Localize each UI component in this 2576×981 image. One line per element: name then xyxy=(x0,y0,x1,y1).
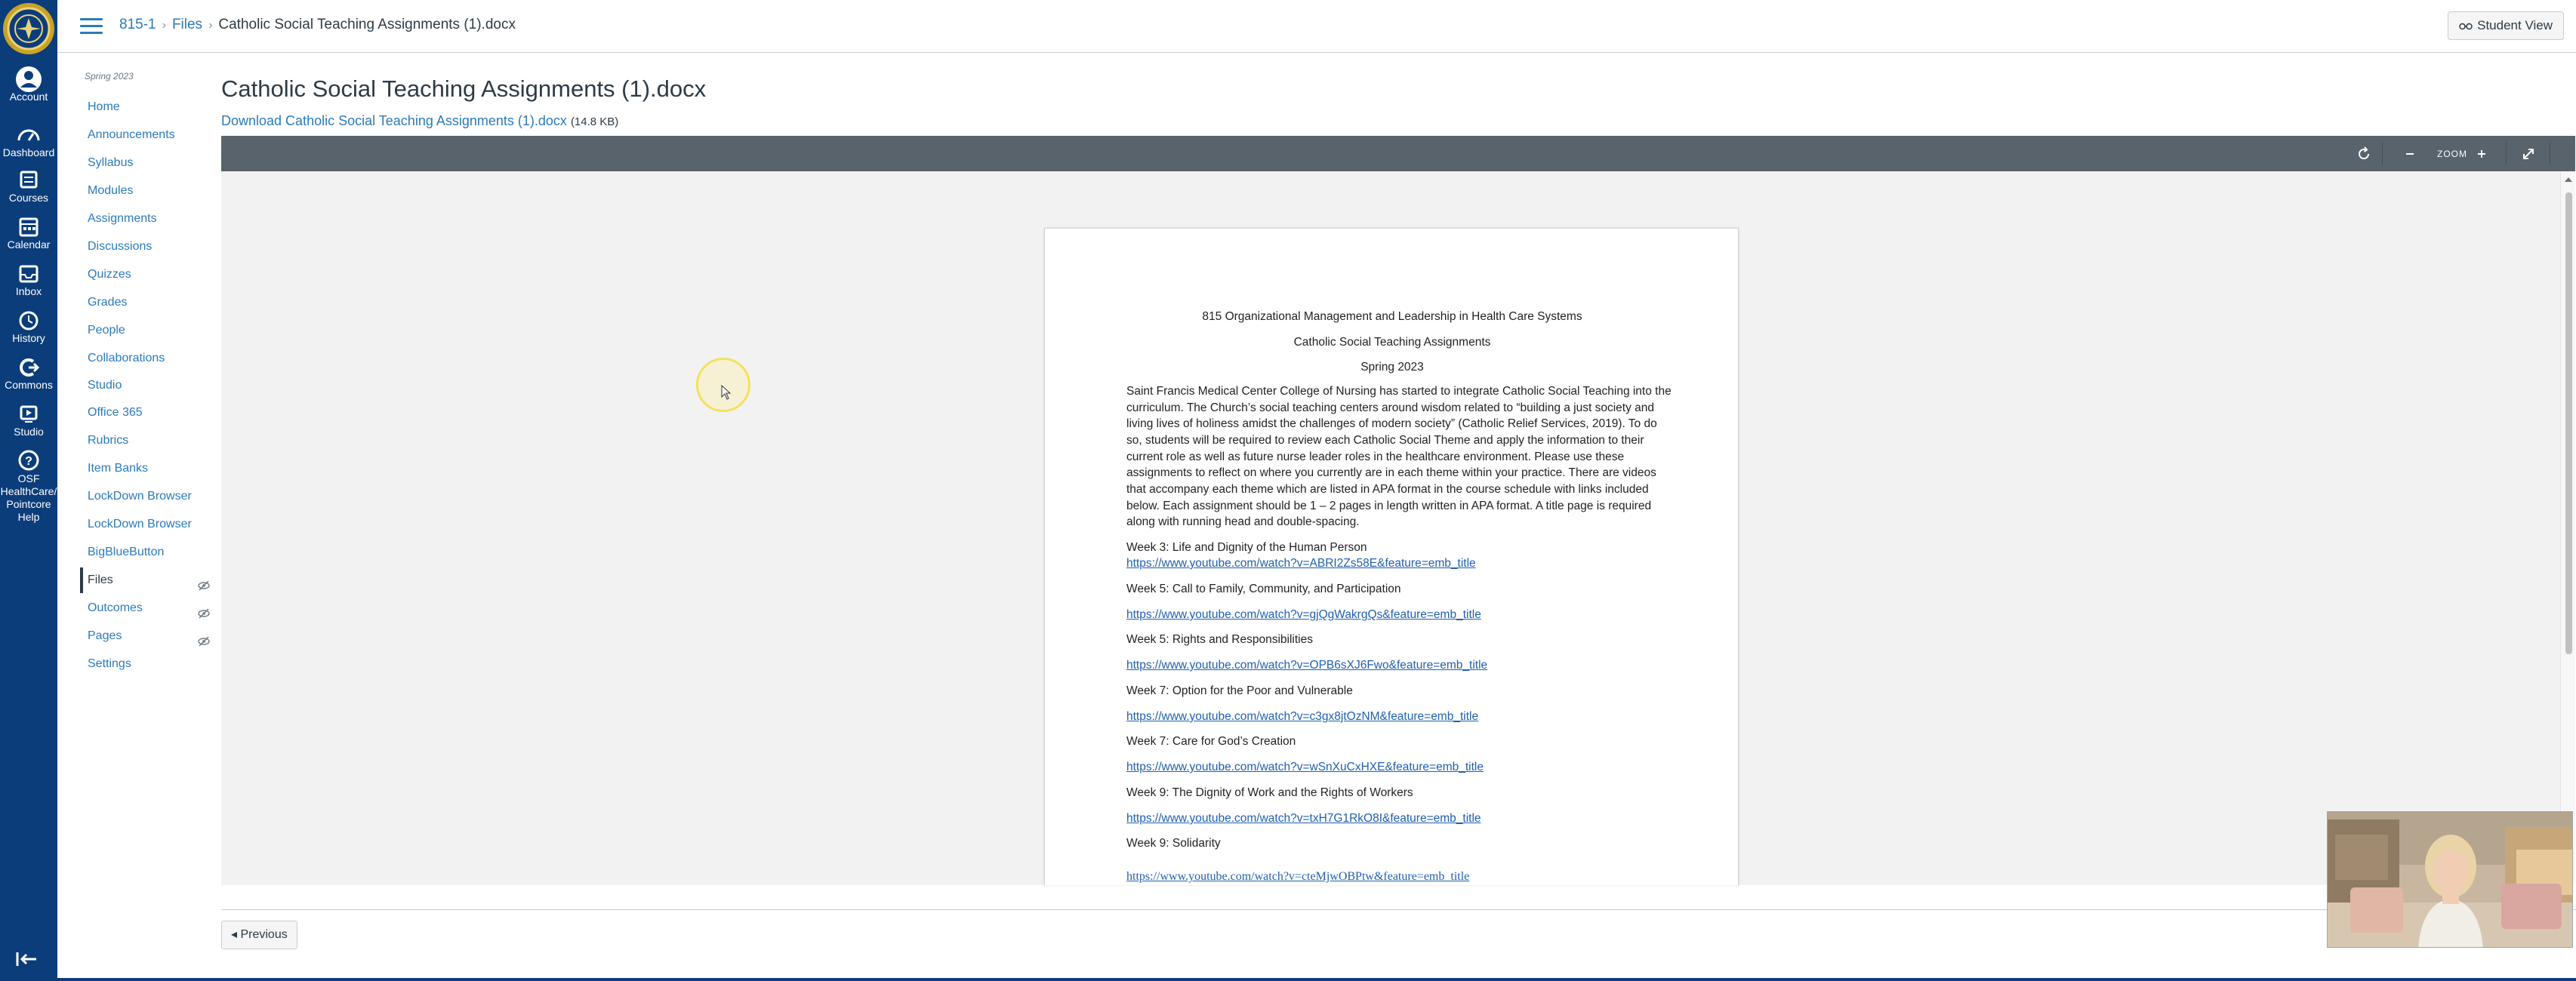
course-nav-label: Rubrics xyxy=(88,434,129,447)
commons-icon xyxy=(0,353,57,379)
course-term: Spring 2023 xyxy=(85,71,134,81)
student-view-label: Student View xyxy=(2477,18,2553,32)
collapse-nav-button[interactable] xyxy=(14,949,41,969)
previous-button[interactable]: ◂ Previous xyxy=(221,921,297,949)
plus-icon xyxy=(2473,145,2491,163)
course-nav-lockdown-browser[interactable] xyxy=(80,484,216,509)
paragraph-line: assignments to reflect on where you currently are in each theme within your practice. There are videos xyxy=(1126,466,1656,479)
breadcrumb-current: Catholic Social Teaching Assignments (1).docx xyxy=(218,17,516,32)
course-nav-label: Announcements xyxy=(88,128,175,141)
page-title: Catholic Social Teaching Assignments (1).docx xyxy=(221,75,707,102)
week-video-link[interactable]: https://www.youtube.com/watch?v=OPB6sXJ6Fwo&feature=emb_title xyxy=(1126,659,1488,672)
bottom-edge xyxy=(0,978,2576,981)
course-nav-label: BigBlueButton xyxy=(88,546,165,558)
rotate-icon xyxy=(2355,145,2373,163)
course-nav-settings[interactable] xyxy=(80,651,216,677)
global-nav-label: Inbox xyxy=(15,285,42,297)
course-nav-label: Assignments xyxy=(88,212,157,225)
course-nav-pages[interactable] xyxy=(80,623,216,649)
toolbar-divider xyxy=(2506,142,2507,165)
week-title: Week 7: Option for the Poor and Vulnerable xyxy=(1126,684,1353,697)
global-nav-history[interactable] xyxy=(0,306,57,352)
paragraph-line: curriculum. The Church’s social teaching centers around wisdom related to “building a just society and xyxy=(1126,401,1655,414)
courses-icon xyxy=(0,166,57,192)
course-nav-grades[interactable] xyxy=(80,290,216,315)
paragraph-line: so, students will be required to review each Catholic Social Theme and apply the information to their xyxy=(1126,434,1644,447)
course-nav-bigbluebutton[interactable] xyxy=(80,540,216,565)
viewer-scrollbar[interactable] xyxy=(2560,171,2575,885)
course-nav-discussions[interactable] xyxy=(80,234,216,260)
webcam-overlay xyxy=(2327,811,2573,948)
top-bar xyxy=(57,0,2576,53)
download-row xyxy=(221,113,618,129)
rotate-button[interactable] xyxy=(2355,145,2373,163)
eye-slash-icon xyxy=(198,603,210,614)
expand-icon xyxy=(2519,145,2537,163)
paragraph-line: along with running head and double-spacing. xyxy=(1126,515,1360,528)
document-viewer xyxy=(221,136,2575,885)
course-nav-studio[interactable] xyxy=(80,373,216,398)
document-heading: Catholic Social Teaching Assignments xyxy=(1293,336,1491,349)
eye-slash-icon xyxy=(198,575,210,586)
breadcrumb-separator: › xyxy=(208,19,213,32)
global-nav-label: Account xyxy=(9,91,48,103)
zoom-label: ZOOM xyxy=(2437,149,2467,159)
week-title: Week 9: Solidarity xyxy=(1126,837,1221,850)
viewer-toolbar xyxy=(221,136,2575,171)
breadcrumb xyxy=(119,15,516,35)
course-nav-announcements[interactable] xyxy=(80,122,216,148)
course-nav-label: People xyxy=(88,324,125,337)
week-title: Week 5: Call to Family, Community, and Participation xyxy=(1126,583,1401,595)
week-video-link[interactable]: https://www.youtube.com/watch?v=c3gx8jtOzNM&feature=emb_title xyxy=(1126,710,1479,723)
course-nav-assignments[interactable] xyxy=(80,206,216,232)
svg-text:?: ? xyxy=(25,455,32,468)
paragraph-line: Saint Francis Medical Center College of Nursing has started to integrate Catholic Social Teaching into the xyxy=(1126,385,1672,398)
paragraph-line: living lives of holiness amidst the challenges of modern society” (Catholic Relief Services, 2019). To do xyxy=(1126,417,1657,430)
global-nav-label: Studio xyxy=(14,426,44,438)
paragraph-line: below. Each assignment should be 1 – 2 pages in length written in APA format. A title page is required xyxy=(1126,500,1652,512)
breadcrumb-files-link[interactable]: Files xyxy=(171,17,203,32)
course-nav-label: LockDown Browser xyxy=(88,518,192,530)
course-nav-label: Home xyxy=(88,100,120,113)
inbox-icon xyxy=(0,260,57,285)
institution-logo[interactable] xyxy=(2,0,56,60)
week-title: Week 3: Life and Dignity of the Human Person xyxy=(1126,541,1367,554)
course-nav-quizzes[interactable] xyxy=(80,262,216,288)
toolbar-divider xyxy=(2382,142,2383,165)
studio-icon xyxy=(0,400,57,426)
global-nav-label: Courses xyxy=(8,192,49,204)
global-nav-label: History xyxy=(12,332,45,344)
course-nav-modules[interactable] xyxy=(80,178,216,204)
course-nav-label: Pages xyxy=(88,629,122,642)
course-nav-label: Files xyxy=(88,574,113,586)
week-video-link[interactable]: https://www.youtube.com/watch?v=wSnXuCxHXE&feature=emb_title xyxy=(1126,761,1484,773)
mouse-cursor-icon xyxy=(721,385,732,400)
week-video-link[interactable]: https://www.youtube.com/watch?v=txH7G1RkO8I&feature=emb_title xyxy=(1126,812,1481,825)
global-nav-commons[interactable] xyxy=(0,353,57,398)
zoom-in-button[interactable] xyxy=(2473,145,2491,163)
course-nav-label: Studio xyxy=(88,379,122,392)
global-nav-dashboard[interactable] xyxy=(0,121,57,166)
help-label-line: HealthCare/ xyxy=(0,485,57,497)
hamburger-icon xyxy=(80,18,103,20)
dashboard-icon xyxy=(0,121,57,146)
week-video-link[interactable]: https://www.youtube.com/watch?v=cteMjwOBPtw&feature=emb_title xyxy=(1126,870,1470,883)
calendar-icon xyxy=(0,213,57,238)
course-nav-label: Item Banks xyxy=(88,462,149,475)
paragraph-line: current role as well as future nurse leader roles in the healthcare environment. Please use these xyxy=(1126,451,1625,463)
download-file-link[interactable]: Download Catholic Social Teaching Assignments (1).docx xyxy=(221,113,567,128)
minus-icon xyxy=(2401,145,2419,163)
course-nav-label: Quizzes xyxy=(88,268,131,281)
course-nav-label: Outcomes xyxy=(88,601,143,614)
document-heading: Spring 2023 xyxy=(1360,361,1424,374)
week-video-link[interactable]: https://www.youtube.com/watch?v=gjQgWakrgQs&feature=emb_title xyxy=(1126,608,1481,621)
week-video-link[interactable]: https://www.youtube.com/watch?v=ABRI2Zs58E&feature=emb_title xyxy=(1126,557,1476,570)
course-nav-home[interactable] xyxy=(80,94,216,120)
global-nav-calendar[interactable] xyxy=(0,213,57,258)
course-nav-lockdown-browser-2[interactable] xyxy=(80,512,216,537)
course-menu-toggle[interactable] xyxy=(80,18,103,35)
course-nav-label: Collaborations xyxy=(88,352,165,364)
collapse-icon xyxy=(14,949,41,969)
document-heading: 815 Organizational Management and Leadership in Health Care Systems xyxy=(1202,310,1582,323)
breadcrumb-separator: › xyxy=(162,19,166,32)
global-nav-inbox[interactable] xyxy=(0,260,57,305)
course-nav-outcomes[interactable] xyxy=(80,595,216,621)
week-title: Week 9: The Dignity of Work and the Rights of Workers xyxy=(1126,786,1413,799)
help-label-line: OSF xyxy=(17,472,40,484)
document-page xyxy=(1044,228,1739,885)
global-nav-courses[interactable] xyxy=(0,166,57,211)
footer-divider xyxy=(221,909,2576,910)
course-nav-label: Office 365 xyxy=(88,406,143,419)
scroll-up-arrow[interactable] xyxy=(2565,177,2572,182)
scrollbar-thumb[interactable] xyxy=(2565,192,2572,654)
global-nav-label: Commons xyxy=(5,379,53,391)
glasses-icon xyxy=(2459,13,2473,40)
eye-slash-icon xyxy=(198,631,210,641)
global-nav-label: Calendar xyxy=(7,238,51,251)
account-icon xyxy=(0,65,57,91)
global-nav-studio[interactable] xyxy=(0,400,57,445)
course-nav-rubrics[interactable] xyxy=(80,428,216,454)
global-nav-label: Dashboard xyxy=(2,146,55,158)
student-view-button[interactable] xyxy=(2448,11,2564,40)
file-size: (14.8 KB) xyxy=(570,115,619,128)
course-nav-label: Modules xyxy=(88,184,134,197)
course-nav-collaborations[interactable] xyxy=(80,346,216,371)
course-nav-label: Syllabus xyxy=(88,156,134,169)
global-nav-account[interactable] xyxy=(0,65,57,110)
fullscreen-button[interactable] xyxy=(2519,145,2537,163)
week-title: Week 7: Care for God’s Creation xyxy=(1126,735,1296,748)
help-label-line: Pointcore xyxy=(6,498,51,510)
course-nav-label: Settings xyxy=(88,657,131,670)
week-title: Week 5: Rights and Responsibilities xyxy=(1126,633,1313,646)
course-nav-office-365[interactable] xyxy=(80,400,216,426)
course-nav-label: LockDown Browser xyxy=(88,490,192,503)
help-label-line: Help xyxy=(17,511,40,523)
course-nav-people[interactable] xyxy=(80,318,216,343)
help-icon xyxy=(0,447,57,472)
history-icon xyxy=(0,306,57,332)
course-nav-label: Discussions xyxy=(88,240,153,253)
course-nav-files[interactable] xyxy=(80,567,216,593)
zoom-out-button[interactable] xyxy=(2401,145,2419,163)
global-navigation xyxy=(0,0,57,978)
course-navigation xyxy=(57,53,208,978)
global-nav-help[interactable] xyxy=(0,447,57,530)
course-nav-item-banks[interactable] xyxy=(80,456,216,481)
course-nav-syllabus[interactable] xyxy=(80,150,216,176)
paragraph-line: that accompany each theme which are listed in APA format in the course schedule with links included xyxy=(1126,483,1649,496)
breadcrumb-course-link[interactable]: 815-1 xyxy=(119,17,156,32)
course-nav-label: Grades xyxy=(88,296,128,309)
